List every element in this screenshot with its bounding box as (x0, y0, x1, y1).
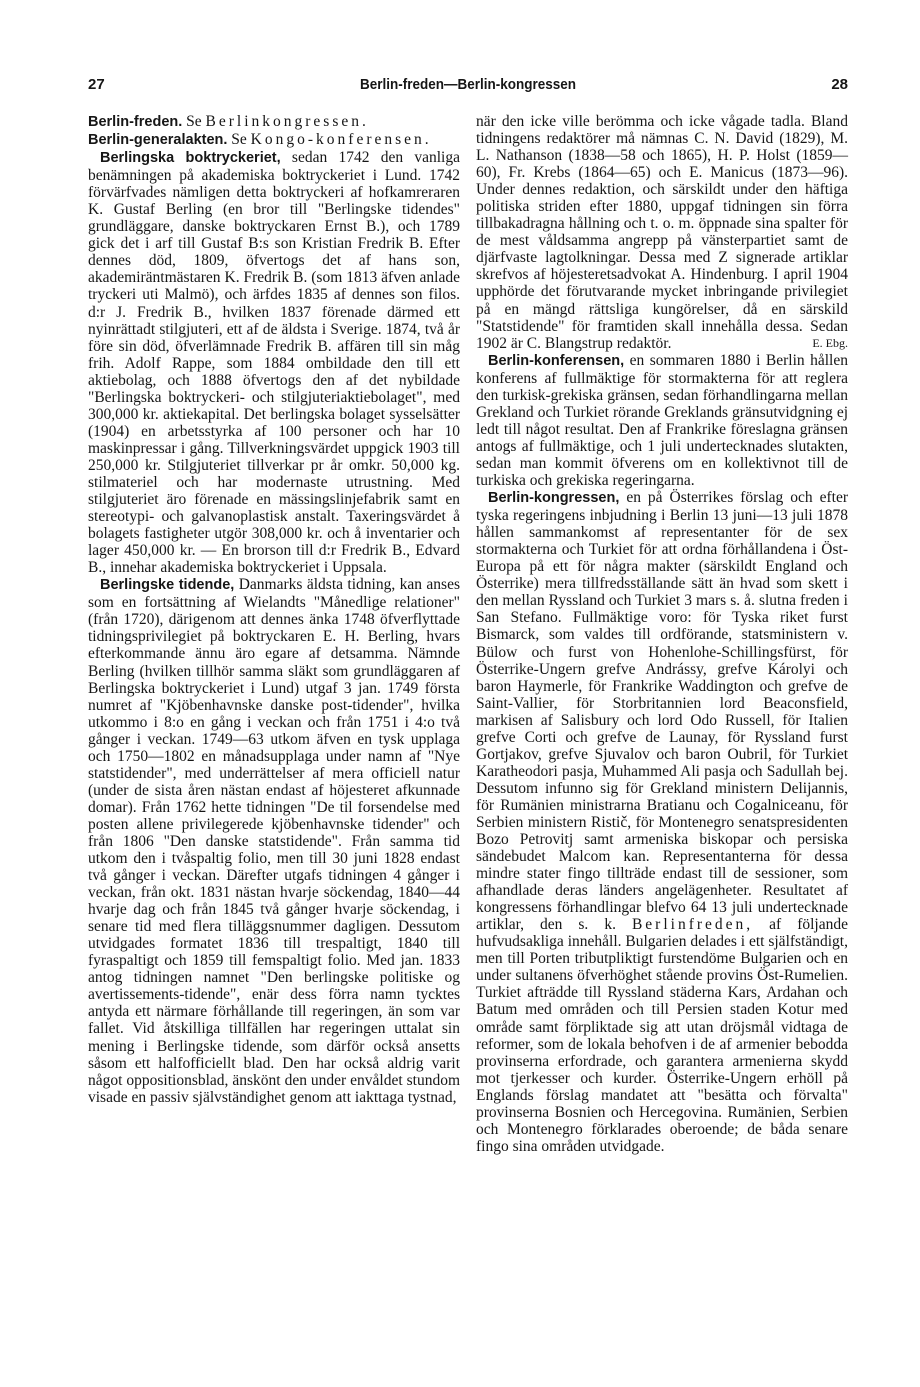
entry-text: Se (227, 131, 251, 149)
cross-reference: Berlinkongressen. (205, 113, 369, 130)
headword: Berlin-generalakten. (88, 132, 228, 149)
entry-berlin-generalakten (88, 131, 460, 149)
headword: Berlingske tidende, (100, 577, 235, 594)
entry-body: sedan 1742 den vanliga benämningen på akademiska boktryckeriet i Lund. 1742 förvärfvades nämligen detta boktryckeri af hofkamreraren K. Gustaf Berling (en bror till "Berlingske tidendes" grundläggare, danske boktryckaren Ernst B.), och 1789 gick det i arf till Gustaf B:s son Kristian Fredrik B. Efter dennes död, 1809, öfvertogs det af hans son, akademiräntmästaren K. Fredrik B. (som 1813 äfven anlade tryckeri uti Malmö), och ärfdes 1835 af dennes son filos. d:r J. Fredrik B., hvilken 1837 förenade därmed ett nyinrättadt stilgjuteri, ett af de äldsta i Sverige. 1874, två år före sin död, öfverlämnade Fredrik B. affären till sin måg frih. Adolf Rappe, som 1884 ombildade den till ett aktiebolag, och 1888 öfvertogs den af det nybildade "Berlingska boktryckeri- och stilgjuteriaktiebolaget", med 300,000 kr. aktiekapital. Det berlingska bolaget sysselsätter (1904) en arbetsstyrka af 100 personer och har 10 maskinpressar i gång. Tillverkningsvärdet uppgick 1903 till 250,000 kr. Stilgjuteriet tillverkar pr år omkr. 50,000 kg. stilmateriel och har modernaste utrustning. Med stilgjuteriet äro förenade en mässingslinjefabrik samt en stereotypi- och galvanoplastisk anstalt. Taxeringsvärdet å bolagets fastigheter utgör 308,000 kr. och å inventarier och lager 450,000 kr. — En brorson till d:r Fredrik B., Edvard B., innehar akademiska boktryckeriet i Uppsala. (88, 149, 460, 577)
headword: Berlin-freden. (88, 114, 183, 130)
entry-body: när den icke ville berömma och icke vågade tadla. Bland tidningens redaktörer må nämnas C. N. David (1829), M. L. Nathanson (1838—58 och 1865), H. P. Holst (1859—60), Fr. Krebs (1864—65) och E. Manicus (1873—96). Under dennes redaktion, och särskildt under den häftiga politiska striden efter 1880, uppgaf tidningen sin förra tillbakadragna hållning och t. o. m. öppnade sina spalter för de mest våldsamma angrepp på vänsterpartiet samt de djärfvaste lagtolkningar. Dessa med Z signerade artiklar skrefvos af höjesteretsadvokat A. Hindenburg. I april 1904 upphörde det förutvarande mycket inbringande privilegiet på en mängd rättsliga kungörelser, då en särskild "Statstidende" för framtiden skall innehålla dessa. Sedan 1902 är C. Blangstrup redaktör. (476, 113, 848, 352)
page-number-left: 27 (88, 76, 105, 93)
entry-berlin-kongressen (476, 489, 848, 1155)
running-header (88, 76, 848, 100)
page-number-right: 28 (831, 76, 848, 93)
headword: Berlin-kongressen, (488, 490, 620, 507)
cross-reference: Kongo-konferensen. (250, 131, 432, 149)
author-signature: E. Ebg. (812, 335, 848, 350)
left-column (88, 113, 460, 1106)
entry-berlin-konferensen (476, 352, 848, 489)
entry-body: en på Österrikes förslag och efter tyska regeringens inbjudning i Berlin 13 juni—13 juli 1878 hållen sammankomst af representanter för de sex stormakterna och Turkiet för att ordna förhållandena i Öst-Europa på ett för några makter (särskildt England och Österrike) mera tillfredsställande sätt än hvad som skett i den mellan Ryssland och Turkiet 3 mars s. å. slutna freden i San Stefano. Fullmäktige voro: för Tyska riket furst Bismarck, som valdes till ordförande, statsministern v. Bülow och furst von Hohenlohe-Schillingsfürst, för Österrike-Ungern grefve Andrássy, grefve Károlyi och baron Haymerle, för Frankrike Waddington och grefve de Saint-Vallier, för Storbritannien lord Beaconsfield, markisen af Salisbury och lord Odo Russell, för Italien grefve Corti och grefve de Launay, för Ryssland furst Gortjakov, grefve Sjuvalov och baron Oubril, för Turkiet Karatheodori pasja, Muhammed Ali pasja och Sadullah bej. Dessutom infunno sig för Grekland ministern Delijannis, för Rumänien ministrarna Bratianu och Cogalniceanu, för Serbien ministern Ristič, för Montenegro senatspresidenten Bozo Petrovitj samt armeniska biskopar och persiska sändebudet Malcom kan. Representanterna för dessa mindre stater fingo tillträde endast till de sessioner, som afhandlade deras länders angelägenheter. Resultatet af kongressens förhandlingar blefvo 64 13 juli undertecknade artiklar, den s. k. (476, 489, 848, 934)
right-column (476, 113, 848, 1155)
entry-body: af följande hufvudsakliga innehåll. Bulgarien delades i ett själfständigt, men till Porten tributpliktigt furstendöme Bulgarien och en under sultanens öfverhöghet stående provins Öst-Rumelien. Turkiet afträdde till Ryssland städerna Kars, Ardahan och Batum med områden och till Persien staden Kotur med område samt förpliktade sig att utan dröjsmål vidtaga de reformer, som de lokala behofven i de af armenier bebodda provinserna erfordrade, och garantera armenierna skydd mot tjerkesser och kurder. Österrike-Ungern erhöll på Englands förslag mandatet att "besätta och förvalta" provinserna Bosnien och Hercegovina. Rumänien, Serbien och Montenegro förklarades oberoende; de båda senare fingo sina områden utvidgade. (476, 916, 848, 1155)
entry-body: en sommaren 1880 i Berlin hållen konferens af fullmäktige för stormakterna för att reglera den turkisk-grekiska gränsen, sedan förhandlingarna mellan Grekland och Turkiet rörande Greklands gränsutvidgning ej ledt till något resultat. Den af Frankrike föreslagna gränsen antogs af fullmäktige, och 1 juli undertecknades slutakten, sedan man kommit öfverens om en kollektivnot till de turkiska och grekiska regeringarna. (476, 351, 848, 490)
entry-berlingske-tidende-continued (476, 113, 848, 352)
entry-berlingske-tidende (88, 576, 460, 1105)
headword: Berlin-konferensen, (488, 352, 625, 369)
entry-berlin-freden (88, 113, 460, 131)
entry-berlingska-boktryckeriet (88, 149, 460, 576)
entry-body: Danmarks äldsta tidning, kan anses som en fortsättning af Wielandts "Månedlige relationer" (från 1720), därigenom att dennes änka 1748 öfverflyttade tidningsprivilegiet på boktryckaren E. H. Berling, hvars efterkommande ännu äro egare af detsamma. Nämnde Berling (hvilken tillhör samma släkt som grundläggaren af Berlingska boktryckeriet i Lund) utgaf 3 jan. 1749 första numret af "Kjöbenhavnske danske post-tidender", hvilka utkommo i 8:o en gång i veckan och från 1751 i 4:o två gånger i veckan. 1749—63 utkom äfven en tysk upplaga och 1750—1802 en månadsupplaga under namn af "Nye statstidender", med underrättelser af mera officiell natur (under de sista åren nästan endast af höjesteret afkunnade domar). Från 1762 hette tidningen "De til forsendelse med posten allene privilegerede kjöbenhavnske tidender" och från 1806 "Den danske statstidende". Från samma tid utkom den i tvåspaltig folio, men till 30 juni 1828 endast två gånger i veckan. Därefter utgafs tidningen 4 gånger i veckan, från okt. 1831 nästan hvarje söckendag, 1840—44 hvarje dag och från 1845 två gånger hvarje söckendag, i senare tid med flera tilläggsnummer dagligen. Dessutom utvidgades formatet 1836 till trespaltigt, 1840 till fyraspaltigt och 1859 till femspaltigt folio. Med jan. 1833 antog tidningen namnet "Den berlingske politiske og avertissements-tidende", enär dess förra namn tycktes antyda ett närmare förhållande till regeringen, än som var fallet. Vid åtskilliga tillfällen har regeringen uttalat sin mening i Berlingske tidende, som därför också ansetts såsom ett halfofficiellt blad. Den har också aldrig varit något oppositionsblad, änskönt den under envåldet stundom visade en passiv självständighet genom att iakttaga tystnad, (88, 576, 460, 1106)
running-title: Berlin-freden—Berlin-kongressen (359, 76, 577, 93)
entry-text: Se (182, 113, 206, 130)
cross-reference: Berlinfreden, (631, 916, 754, 934)
headword: Berlingska boktryckeriet, (100, 150, 281, 167)
